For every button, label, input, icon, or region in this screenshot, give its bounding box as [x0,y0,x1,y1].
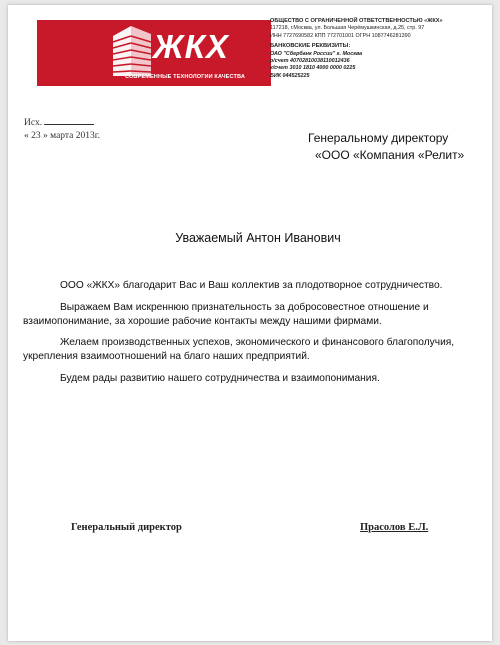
outgoing-label: Исх. [24,118,43,128]
logo-name: ЖКХ [153,28,229,65]
signature-name: Прасолов Е.Л. [360,522,429,533]
salutation: Уважаемый Антон Иванович [175,231,341,245]
body-paragraph-2: Выражаем Вам искреннюю признательность за добросовестное отношение и взаимопонимание, за хорошие рабочие контакты между нашими фирмами. [23,301,429,327]
body-paragraph-1: ООО «ЖКХ» благодарит Вас и Ваш коллектив за плодотворное сотрудничество. [60,280,443,291]
body-paragraph-3: Желаем производственных успехов, экономического и финансового благополучия, укрепления взаимоотношений на благо наших предприятий. [23,337,455,363]
building-logo-icon [109,22,155,76]
company-name: ОБЩЕСТВО С ОГРАНИЧЕННОЙ ОТВЕТСТВЕННОСТЬЮ «ЖКХ» [270,18,443,24]
correspondent-account: к/счет 3010 1810 4000 0000 0225 [270,65,356,72]
addressee [308,130,498,164]
outgoing-number-blank [44,116,94,125]
body-paragraph-4: Будем рады развитию нашего сотрудничества и взаимопонимания. [60,372,380,384]
bank-bik: БИК 044525225 [270,72,310,79]
outgoing-number [24,116,94,128]
bank-name: ОАО "Сбербанк России" г. Москва [270,50,363,57]
bank-details-heading: БАНКОВСКИЕ РЕКВИЗИТЫ: [270,43,351,50]
letter-page [8,5,492,641]
company-requisites [270,18,490,80]
bank-account: р/счет 40702810038110012436 [270,58,350,65]
addressee-position: Генеральному директору [308,131,449,145]
addressee-company: «ООО «Компания «Релит» [315,148,465,162]
company-logo [37,20,271,86]
letter-body [23,279,485,394]
signature-title: Генеральный директор [71,522,182,533]
letter-date: « 23 » марта 2013г. [24,131,100,141]
company-registration-numbers: ИНН 7727690582 КПП 772701001 ОГРН 1087746281390 [270,32,411,39]
logo-tagline: СОВРЕМЕННЫЕ ТЕХНОЛОГИИ КАЧЕСТВА [124,74,246,80]
company-address: 117218, г.Москва, ул. Большая Черёмушкинская, д.25, стр. 97 [270,25,425,32]
